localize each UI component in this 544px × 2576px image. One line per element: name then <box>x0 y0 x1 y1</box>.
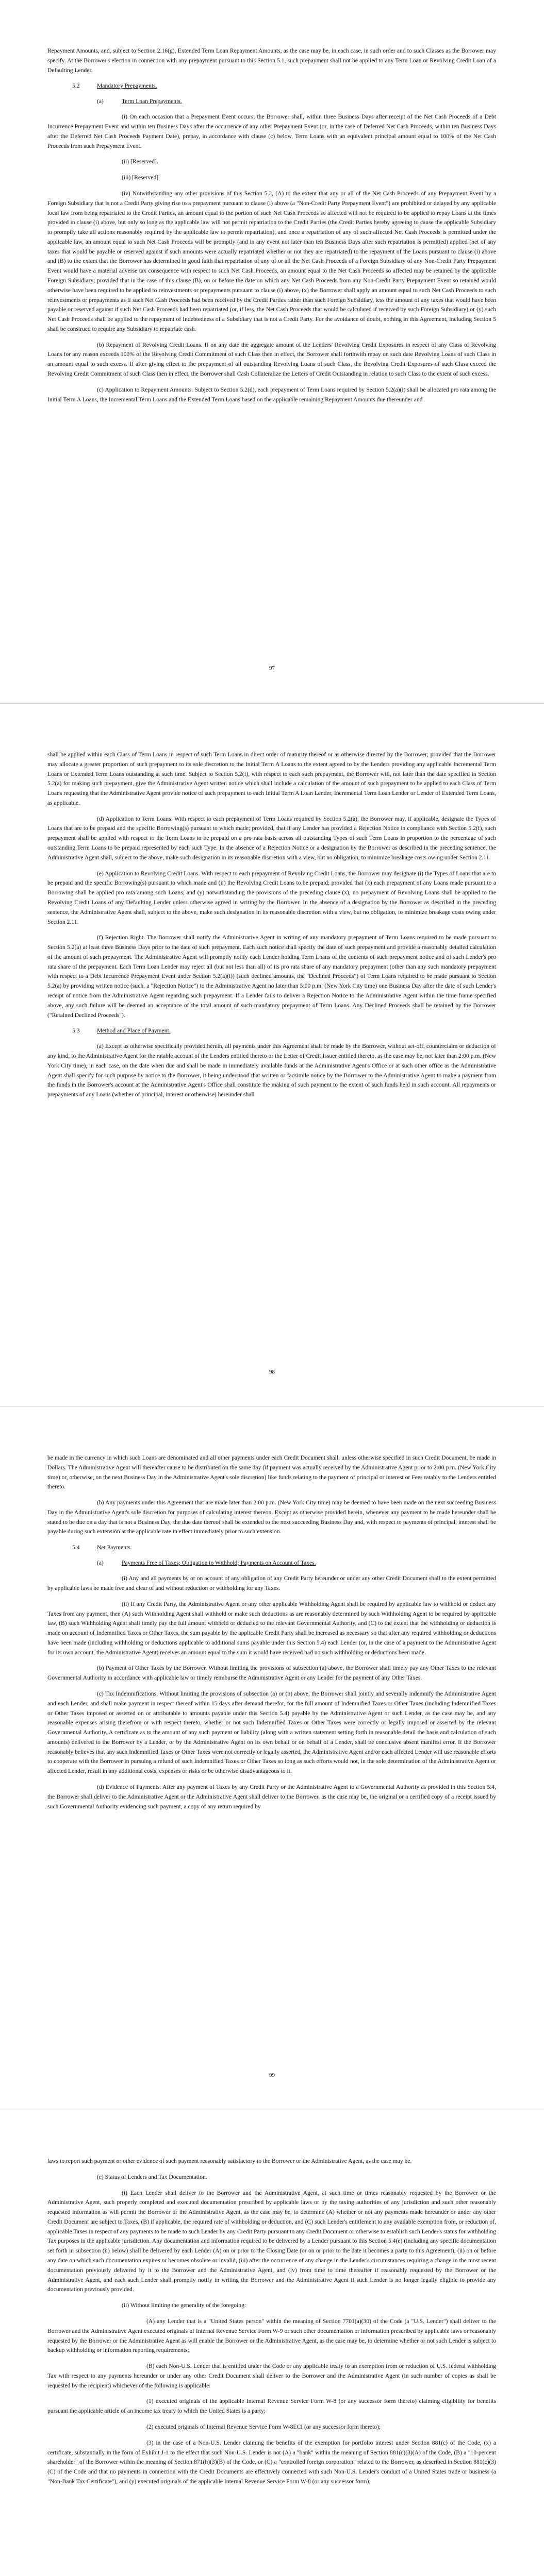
clause-paragraph: (d) Application to Term Loans. With respect to each prepayment of Term Loans required by Section 5.2(a), the Borrower may, if applicable, designate the Types of Loans that are to be prepaid and the specific Borrowing(s) pursuant to which made; provided, that if any Lender has provided a Rejection Notice in compliance with Section 5.2(f), such prepayment shall be applied with respect to the Term Loans to be prepaid on a pro rata basis across all outstanding Types of such Term Loans in proportion to the percentage of such outstanding Term Loans to be prepaid represented by each such Type. In the absence of a Rejection Notice or a designation by the Borrower as described in the preceding sentence, the Administrative Agent shall, subject to the above, make such designation in its reasonable discretion with a view, but no obligation, to minimize breakage costs owing under Section 2.11. <box>47 815 496 861</box>
subsection-heading-a: (a) Payments Free of Taxes; Obligation to Withhold; Payments on Account of Taxes. <box>97 1560 316 1567</box>
page-number: 98 <box>269 1369 275 1375</box>
clause-paragraph: (iii) [Reserved]. <box>122 174 160 181</box>
clause-paragraph: (1) executed originals of the applicable Internal Revenue Service Form W-8 (or any successor form thereto) claiming eligibility for benefits pursuant the applicable article of an income tax treaty to which the United States is a party; <box>47 2398 496 2415</box>
page-99 <box>0 1406 544 2110</box>
clause-paragraph: (d) Evidence of Payments. After any payment of Taxes by any Credit Party or the Administrative Agent to a Governmental Authority as provided in this Section 5.4, the Borrower shall deliver to the Administrative Agent or the Administrative Agent shall deliver to the Borrower, as the case may be, the original or a certified copy of a receipt issued by such Governmental Authority evidencing such payment, a copy of any return required by <box>47 1784 496 1810</box>
page-97 <box>0 0 544 703</box>
clause-paragraph: (ii) Without limiting the generality of the foregoing: <box>122 2302 246 2309</box>
paragraph: Repayment Amounts, and, subject to Section 2.16(g), Extended Term Loan Repayment Amounts, as the case may be, in each case, in such order and to such Classes as the Borrower may specify. At the Borrower's election in connection with any prepayment pursuant to this Section 5.1, such prepayment shall not be applied to any Term Loan or Revolving Credit Loan of a Defaulting Lender. <box>47 47 496 74</box>
page-content <box>47 1453 496 2064</box>
clause-paragraph: (b) Any payments under this Agreement that are made later than 2:00 p.m. (New York City time) may be deemed to have been made on the next succeeding Business Day in the Administrative Agent's sole discretion for purposes of calculating interest thereon. Except as otherwise provided herein, whenever any payment to be made hereunder shall be stated to be due on a day that is not a Business Day, the due date thereof shall be extended to the next succeeding Business Day and, with respect to payments of principal, interest shall be payable during such extension at the applicable rate in effect immediately prior to such extension. <box>47 1499 496 1535</box>
section-heading-5-2: 5.2 Mandatory Prepayments. <box>72 82 157 90</box>
clause-paragraph: (c) Tax Indemnifications. Without limiting the provisions of subsection (a) or (b) above, the Borrower shall jointly and severally indemnify the Administrative Agent and each Lender, and shall make payment in respect thereof within 15 days after demand therefor, for the full amount of Indemnified Taxes or Other Taxes (including Indemnified Taxes or Other Taxes imposed or asserted on or attributable to amounts payable under this Section 5.4) payable by the Administrative Agent or such Lender, as the case may be, and any reasonable expenses arising therefrom or with respect thereto, whether or not such Indemnified Taxes or Other Taxes were correctly or legally imposed or asserted by the relevant Governmental Authority. A certificate as to the amount of any such payment or liability (along with a written statement setting forth in reasonable detail the basis and calculation of such amounts) delivered to the Borrower by a Lender, or by the Administrative Agent on its own behalf or on behalf of a Lender, shall be conclusive absent manifest error. If the Borrower reasonably believes that any such Indemnified Taxes or Other Taxes were not correctly or legally asserted, the Administrative Agent and/or each affected Lender will use reasonable efforts to cooperate with the Borrower in pursuing a refund of such Indemnified Taxes or Other Taxes so long as such efforts would not, in the sole determination of the Administrative Agent or affected Lender, result in any additional costs, expenses or risks or be otherwise disadvantageous to it. <box>47 1690 496 1775</box>
page-98 <box>0 703 544 1407</box>
clause-paragraph: (b) Payment of Other Taxes by the Borrower. Without limiting the provisions of subsection (a) above, the Borrower shall timely pay any Other Taxes to the relevant Governmental Authority in accordance with applicable law or timely reimburse the Administrative Agent or any Lender for the payment of any Other Taxes. <box>47 1665 496 1682</box>
clause-paragraph: (e) Application to Revolving Credit Loans. With respect to each prepayment of Revolving Credit Loans, the Borrower may designate (i) the Types of Loans that are to be prepaid and the specific Borrowing(s) pursuant to which made and (ii) the Revolving Credit Loans to be prepaid; provided that (x) each prepayment of any Loans made pursuant to a Borrowing shall be applied pro rata among such Loans; and (y) notwithstanding the provisions of the preceding clause (x), no prepayment of Revolving Loans shall be applied to the Revolving Credit Loans of any Defaulting Lender unless otherwise agreed in writing by the Borrower. In the absence of a designation by the Borrower as described in the preceding sentence, the Administrative Agent shall, subject to the above, make such designation in its reasonable discretion with a view, but no obligation, to minimize breakage costs owing under Section 2.11. <box>47 870 496 925</box>
section-heading-5-4: 5.4 Net Payments. <box>72 1544 132 1551</box>
section-heading-5-3: 5.3 Method and Place of Payment. <box>72 1027 171 1035</box>
clause-paragraph: (A) any Lender that is a "United States person" within the meaning of Section 7701(a)(30) of the Code (a "U.S. Lender") shall deliver to the Borrower and the Administrative Agent executed originals of Internal Revenue Service Form W-9 or such other documentation or information prescribed by applicable laws or reasonably requested by the Borrower or the Administrative Agent as will enable the Borrower or the Administrative Agent, as the case may be, to determine whether or not such Lender is subject to backup withholding or information reporting requirements; <box>47 2317 496 2354</box>
page-content <box>47 46 496 657</box>
page-100 <box>0 2110 544 2576</box>
clause-paragraph: (ii) [Reserved]. <box>122 158 158 165</box>
clause-paragraph: (a) Except as otherwise specifically provided herein, all payments under this Agreement shall be made by the Borrower, without set-off, counterclaim or deduction of any kind, to the Administrative Agent for the ratable account of the Lenders entitled thereto or the Letter of Credit Issuer entitled thereto, as the case may be, not later than 2:00 p.m. (New York City time), in each case, on the date when due and shall be made in immediately available funds at the Administrative Agent's Office or at such other office as the Administrative Agent shall specify for such purpose by notice to the Borrower, it being understood that written or facsimile notice by the Borrower to the Administrative Agent to make a payment from the funds in the Borrower's account at the Administrative Agent's Office shall constitute the making of such payment to the extent of such funds held in such account. All repayments or prepayments of any Loans (whether of principal, interest or otherwise) hereunder shall <box>47 1043 496 1098</box>
clause-paragraph: (iv) Notwithstanding any other provisions of this Section 5.2, (A) to the extent that any or all of the Net Cash Proceeds of any Prepayment Event by a Foreign Subsidiary that is not a Credit Party giving rise to a prepayment pursuant to clause (i) above (a "Non-Credit Party Prepayment Event") are prohibited or delayed by any applicable local law from being repatriated to the Credit Parties, an amount equal to the portion of such Net Cash Proceeds so affected will not be required to be applied to repay Loans at the times provided in clause (i) above, but only so long as the applicable law will not permit repatriation to the Credit Parties (the Credit Parties hereby agreeing to cause the applicable Subsidiary to promptly take all actions reasonably required by the applicable law to permit repatriation), and once a repatriation of any of such affected Net Cash Proceeds is permitted under the applicable law, an amount equal to such Net Cash Proceeds will be promptly (and in any event not later than ten Business Days after such repatriation is permitted) applied (net of any taxes that would be payable or reserved against if such amounts were actually repatriated whether or not they are repatriated) to the repayment of the Loans pursuant to clause (i) above and (B) to the extent that the Borrower has determined in good faith that repatriation of any of or all the Net Cash Proceeds of a Foreign Subsidiary of any Non-Credit Party Prepayment Event would have a material adverse tax consequence with respect to such Net Cash Proceeds, an amount equal to the Net Cash Proceeds so affected may be retained by the applicable Foreign Subsidiary; provided that in the case of this clause (B), on or before the date on which any Net Cash Proceeds from any Non-Credit Party Prepayment Event so retained would otherwise have been required to be applied to reinvestments or prepayments pursuant to clause (i) above, (x) the Borrower shall apply an amount equal to such Net Cash Proceeds to such reinvestments or prepayments as if such Net Cash Proceeds had been received by the Credit Parties rather than such Foreign Subsidiary, less the amount of any taxes that would have been payable or reserved against if such Net Cash Proceeds had been repatriated (or, if less, the Net Cash Proceeds that would be calculated if received by such Foreign Subsidiary) or (y) such Net Cash Proceeds shall be applied to the repayment of Indebtedness of a Subsidiary that is not a Credit Party. For the avoidance of doubt, nothing in this Agreement, including Section 5 shall be construed to require any Subsidiary to repatriate cash. <box>47 190 496 332</box>
clause-paragraph: (b) Repayment of Revolving Credit Loans. If on any date the aggregate amount of the Lenders' Revolving Credit Exposures in respect of any Class of Revolving Loans for any reason exceeds 100% of the Revolving Credit Commitment of such Class then in effect, the Borrower shall forthwith repay on such date Revolving Loans of such Class in an amount equal to such excess. If after giving effect to the prepayment of all outstanding Revolving Loans of such Class, the Revolving Credit Exposures of such Class exceed the Revolving Credit Commitment of such Class then in effect, the Borrower shall Cash Collateralize the Letters of Credit Outstanding in relation to such Class to the extent of such excess. <box>47 341 496 378</box>
clause-paragraph: (i) Each Lender shall deliver to the Borrower and the Administrative Agent, at such time or times reasonably requested by the Borrower or the Administrative Agent, such properly completed and executed documentation prescribed by applicable laws or by the taxing authorities of any jurisdiction and such other reasonably requested information as will permit the Borrower or the Administrative Agent, as the case may be, to determine (A) whether or not any payments made hereunder or under any other Credit Document are subject to Taxes, (B) if applicable, the required rate of withholding or deduction, and (C) such Lender's entitlement to any available exemption from, or reduction of, applicable Taxes in respect of any payments to be made to such Lender by any Credit Party pursuant to any Credit Document or otherwise to establish such Lender's status for withholding Tax purposes in the applicable jurisdiction. Any documentation and information required to be delivered by a Lender pursuant to this Section 5.4(e) (including any specific documentation set forth in subsection (ii) below) shall be delivered by each Lender (A) on or prior to the Closing Date (or on or prior to the date it becomes a party to this Agreement), (ii) on or before any date on which such documentation expires or becomes obsolete or invalid, (iii) after the occurrence of any change in the Lender's circumstances requiring a change in the most recent documentation previously delivered by it to the Borrower and the Administrative Agent, and (iv) from time to time thereafter if reasonably requested by the Borrower or the Administrative Agent, and each such Lender shall promptly notify in writing the Borrower and the Administrative Agent if such Lender is no longer legally eligible to provide any documentation previously provided. <box>47 2189 496 2293</box>
subsection-heading-a: (a) Term Loan Prepayments. <box>97 98 182 105</box>
clause-paragraph: (i) On each occasion that a Prepayment Event occurs, the Borrower shall, within three Business Days after receipt of the Net Cash Proceeds of a Debt Incurrence Prepayment Event and within ten Business Days after the occurrence of any other Prepayment Event (or, in the case of Deferred Net Cash Proceeds, within ten Business Days after the Deferred Net Cash Proceeds Payment Date), prepay, in accordance with clause (c) below, Term Loans with an equivalent principal amount equal to 100% of the Net Cash Proceeds from such Prepayment Event. <box>47 113 496 149</box>
clause-paragraph: (f) Rejection Right. The Borrower shall notify the Administrative Agent in writing of any mandatory prepayment of Term Loans required to be made pursuant to Section 5.2(a) at least three Business Days prior to the date of such prepayment. Each such notice shall specify the date of such prepayment and provide a reasonably detailed calculation of the amount of such prepayment. The Administrative Agent will promptly notify each Lender holding Term Loans of the contents of such prepayment notice and of such Lender's pro rata share of the prepayment. Each Term Loan Lender may reject all (but not less than all) of its pro rata share of any mandatory prepayment (other than any such mandatory prepayment with respect to a Debt Incurrence Prepayment Event under Section 5.2(a)(i)) (such declined amounts, the "Declined Proceeds") of Term Loans required to be made pursuant to Section 5.2(a) by providing written notice (such, a "Rejection Notice") to the Administrative Agent no later than 5:00 p.m. (New York City time) one Business Day after the date of such Lender's receipt of notice from the Administrative Agent regarding such prepayment. If a Lender fails to deliver a Rejection Notice to the Administrative Agent within the time frame specified above, any such failure will be deemed an acceptance of the total amount of such mandatory prepayment of Term Loans. Any Declined Proceeds shall be retained by the Borrower ("Retained Declined Proceeds"). <box>47 934 496 1019</box>
page-number: 99 <box>269 2072 275 2078</box>
paragraph: shall be applied within each Class of Term Loans in respect of such Term Loans in direct order of maturity thereof or as otherwise directed by the Borrower; provided that the Borrower may allocate a greater proportion of such prepayment to its sole discretion to the Initial Term A Loans to the extent agreed to by the Lenders providing any applicable Incremental Term Loans or Extended Term Loans outstanding at such time. Subject to Section 5.2(f), with respect to each such prepayment, the Borrower will, not later than the date specified in Section 5.2(a) for making such prepayment, give the Administrative Agent written notice which shall include a calculation of the amount of such prepayment to be applied to each Class of Term Loans requesting that the Administrative Agent provide notice of such prepayment to each Initial Term A Loan Lender, Incremental Term Loan Lender or Lender of Extended Term Loans, as applicable. <box>47 751 496 806</box>
clause-paragraph: (2) executed originals of Internal Revenue Service Form W-8ECI (or any successor form thereto); <box>146 2423 381 2430</box>
clause-paragraph: (B) each Non-U.S. Lender that is entitled under the Code or any applicable treaty to an exemption from or reduction of U.S. federal withholding Tax with respect to any payments hereunder or under any other Credit Document shall deliver to the Borrower and the Administrative Agent (in such number of copies as shall be requested by the recipient) whichever of the following is applicable: <box>47 2363 496 2389</box>
clause-paragraph: (i) Any and all payments by or on account of any obligation of any Credit Party hereunder or under any other Credit Document shall to the extent permitted by applicable laws be made free and clear of and without reduction or withholding for any Taxes. <box>47 1575 496 1591</box>
clause-paragraph: (c) Application to Repayment Amounts. Subject to Section 5.2(d), each prepayment of Term Loans required by Section 5.2(a)(i) shall be allocated pro rata among the Initial Term A Loans, the Incremental Term Loans and the Extended Term Loans based on the applicable remaining Repayment Amounts due thereunder and <box>47 386 496 403</box>
paragraph: laws to report such payment or other evidence of such payment reasonably satisfactory to the Borrower or the Administrative Agent, as the case may be. <box>47 2158 412 2164</box>
page-number: 97 <box>269 665 275 671</box>
clause-paragraph: (ii) If any Credit Party, the Administrative Agent or any other applicable Withholding Agent shall be required by applicable law to withhold or deduct any Taxes from any payment, then (A) such Withholding Agent shall withhold or make such deductions as are reasonably determined by such Withholding Agent to be required by applicable law, (B) such Withholding Agent shall timely pay the full amount withheld or deducted to the relevant Governmental Authority, and (C) to the extent that the withholding or deduction is made on account of Indemnified Taxes or Other Taxes, the sum payable by the applicable Credit Party shall be increased as necessary so that after any required withholding or deductions have been made (including withholding or deductions applicable to additional sums payable under this Section 5.4) each Lender (or, in the case of a payment to the Administrative Agent for its own account, the Administrative Agent) receives an amount equal to the sum it would have received had no such withholding or deductions been made. <box>47 1600 496 1656</box>
page-content <box>47 2157 496 2576</box>
page-content <box>47 750 496 1361</box>
clause-paragraph: (e) Status of Lenders and Tax Documentation. <box>97 2173 207 2180</box>
paragraph: be made in the currency in which such Loans are denominated and all other payments under each Credit Document shall, unless otherwise specified in such Credit Document, be made in Dollars. The Administrative Agent will thereafter cause to be distributed on the same day (if payment was actually received by the Administrative Agent prior to 2:00 p.m. (New York City time) or, otherwise, on the next Business Day in the Administrative Agent's sole discretion) like funds relating to the payment of principal or interest or Fees ratably to the Lenders entitled thereto. <box>47 1454 496 1490</box>
clause-paragraph: (3) in the case of a Non-U.S. Lender claiming the benefits of the exemption for portfolio interest under Section 881(c) of the Code, (x) a certificate, substantially in the form of Exhibit J-1 to the effect that such Non-U.S. Lender is not (A) a "bank" within the meaning of Section 881(c)(3)(A) of the Code, (B) a "10-percent shareholder" of the Borrower within the meaning of Section 871(h)(3)(B) of the Code, or (C) a "controlled foreign corporation" related to the Borrower, as described in Section 881(c)(3)(C) of the Code and that no payments in connection with the Credit Documents are effectively connected with such Non-U.S. Lender's conduct of a United States trade or business (a "Non-Bank Tax Certificate"), and (y) executed originals of the applicable Internal Revenue Service Form W-8 (or any successor form); <box>47 2439 496 2485</box>
